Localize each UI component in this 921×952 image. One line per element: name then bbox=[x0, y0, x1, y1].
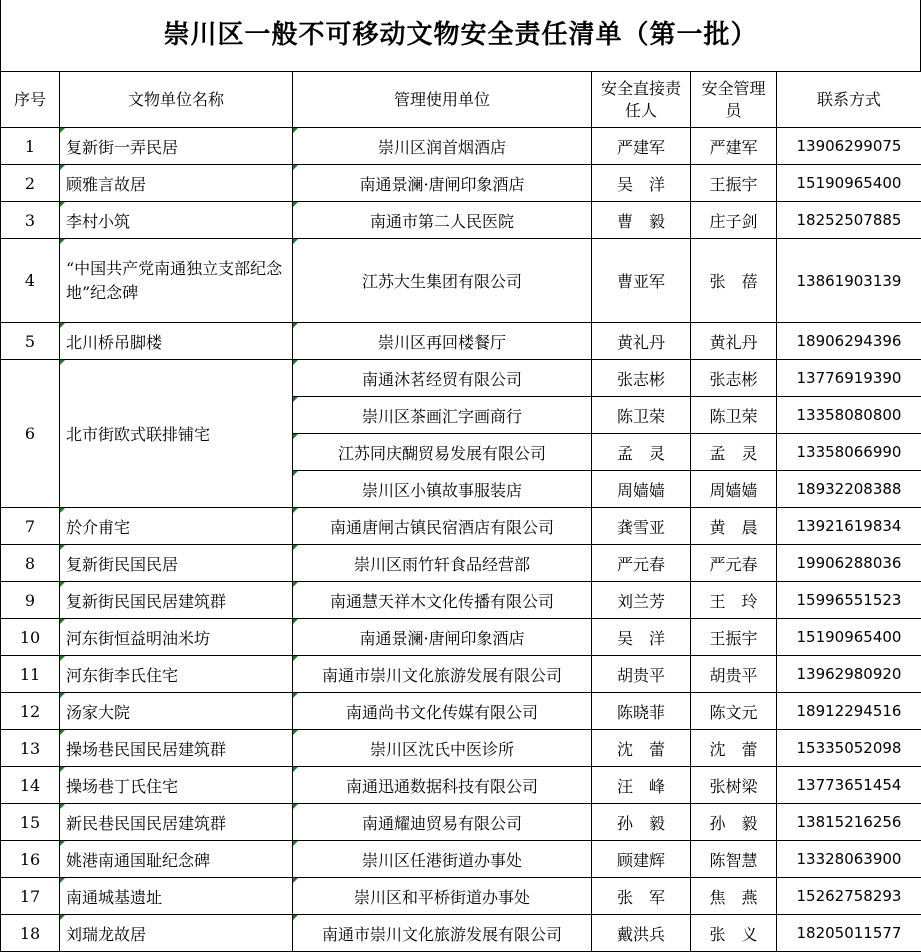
table-row bbox=[1, 323, 921, 360]
safety-manager-cell: 焦 燕 bbox=[691, 878, 777, 915]
relic-name-cell: “中国共产党南通独立支部纪念地”纪念碑 bbox=[60, 239, 293, 323]
seq-cell: 5 bbox=[1, 323, 60, 360]
phone-cell: 13773651454 bbox=[777, 767, 921, 804]
phone-cell: 13358080800 bbox=[777, 397, 921, 434]
safety-manager-cell: 张志彬 bbox=[691, 360, 777, 397]
table-row bbox=[1, 730, 921, 767]
table-row bbox=[1, 804, 921, 841]
management-unit-cell: 江苏同庆醐贸易发展有限公司 bbox=[293, 434, 592, 471]
phone-cell: 18932208388 bbox=[777, 471, 921, 508]
responsible-person-cell: 胡贵平 bbox=[592, 656, 691, 693]
seq-cell: 8 bbox=[1, 545, 60, 582]
management-unit-cell: 南通市崇川文化旅游发展有限公司 bbox=[293, 656, 592, 693]
relic-name-cell: 於介甫宅 bbox=[60, 508, 293, 545]
table-row bbox=[1, 239, 921, 323]
management-unit-cell: 南通迅通数据科技有限公司 bbox=[293, 767, 592, 804]
relic-name-cell: 汤家大院 bbox=[60, 693, 293, 730]
safety-manager-cell: 陈文元 bbox=[691, 693, 777, 730]
header-row bbox=[1, 72, 921, 128]
table-row bbox=[1, 656, 921, 693]
safety-manager-cell: 陈智慧 bbox=[691, 841, 777, 878]
safety-manager-cell: 周嫱嫱 bbox=[691, 471, 777, 508]
safety-manager-cell: 严元春 bbox=[691, 545, 777, 582]
safety-manager-cell: 王 玲 bbox=[691, 582, 777, 619]
seq-cell: 2 bbox=[1, 165, 60, 202]
safety-manager-cell: 沈 蕾 bbox=[691, 730, 777, 767]
safety-manager-cell: 王振宇 bbox=[691, 619, 777, 656]
phone-cell: 13328063900 bbox=[777, 841, 921, 878]
phone-cell: 18906294396 bbox=[777, 323, 921, 360]
responsible-person-cell: 汪 峰 bbox=[592, 767, 691, 804]
table-row bbox=[1, 619, 921, 656]
relic-name-cell: 顾雅言故居 bbox=[60, 165, 293, 202]
management-unit-cell: 南通唐闸古镇民宿酒店有限公司 bbox=[293, 508, 592, 545]
relic-name-cell: 北市街欧式联排铺宅 bbox=[60, 360, 293, 508]
management-unit-cell: 崇川区茶画汇字画商行 bbox=[293, 397, 592, 434]
table-row bbox=[1, 360, 921, 397]
responsible-person-cell: 龚雪亚 bbox=[592, 508, 691, 545]
table-row bbox=[1, 582, 921, 619]
phone-cell: 13861903139 bbox=[777, 239, 921, 323]
seq-cell: 13 bbox=[1, 730, 60, 767]
responsible-person-cell: 周嫱嫱 bbox=[592, 471, 691, 508]
table-row bbox=[1, 508, 921, 545]
relic-name-cell: 河东街李氏住宅 bbox=[60, 656, 293, 693]
header-name: 文物单位名称 bbox=[60, 72, 293, 128]
table-row bbox=[1, 878, 921, 915]
seq-cell: 9 bbox=[1, 582, 60, 619]
phone-cell: 13776919390 bbox=[777, 360, 921, 397]
seq-cell: 4 bbox=[1, 239, 60, 323]
seq-cell: 15 bbox=[1, 804, 60, 841]
safety-manager-cell: 孙 毅 bbox=[691, 804, 777, 841]
seq-cell: 10 bbox=[1, 619, 60, 656]
table-body bbox=[1, 128, 921, 952]
relic-name-cell: 复新街一弄民居 bbox=[60, 128, 293, 165]
management-unit-cell: 崇川区雨竹轩食品经营部 bbox=[293, 545, 592, 582]
seq-cell: 14 bbox=[1, 767, 60, 804]
header-seq: 序号 bbox=[1, 72, 60, 128]
phone-cell: 15335052098 bbox=[777, 730, 921, 767]
table-row bbox=[1, 693, 921, 730]
responsible-person-cell: 孟 灵 bbox=[592, 434, 691, 471]
management-unit-cell: 崇川区和平桥街道办事处 bbox=[293, 878, 592, 915]
management-unit-cell: 崇川区再回楼餐厅 bbox=[293, 323, 592, 360]
management-unit-cell: 南通景澜·唐闸印象酒店 bbox=[293, 619, 592, 656]
relic-name-cell: 操场巷民国民居建筑群 bbox=[60, 730, 293, 767]
safety-manager-cell: 张 蓓 bbox=[691, 239, 777, 323]
safety-manager-cell: 张树梁 bbox=[691, 767, 777, 804]
seq-cell: 16 bbox=[1, 841, 60, 878]
relic-name-cell: 姚港南通国耻纪念碑 bbox=[60, 841, 293, 878]
header-resp: 安全直接责任人 bbox=[592, 72, 691, 128]
relic-name-cell: 操场巷丁氏住宅 bbox=[60, 767, 293, 804]
header-mgr: 安全管理员 bbox=[691, 72, 777, 128]
responsible-person-cell: 孙 毅 bbox=[592, 804, 691, 841]
relic-name-cell: 河东街恒益明油米坊 bbox=[60, 619, 293, 656]
safety-manager-cell: 黄 晨 bbox=[691, 508, 777, 545]
phone-cell: 15190965400 bbox=[777, 619, 921, 656]
phone-cell: 19906288036 bbox=[777, 545, 921, 582]
management-unit-cell: 南通慧天祥木文化传播有限公司 bbox=[293, 582, 592, 619]
management-unit-cell: 崇川区小镇故事服装店 bbox=[293, 471, 592, 508]
responsible-person-cell: 黄礼丹 bbox=[592, 323, 691, 360]
relic-name-cell: 新民巷民国民居建筑群 bbox=[60, 804, 293, 841]
responsible-person-cell: 陈晓菲 bbox=[592, 693, 691, 730]
phone-cell: 13815216256 bbox=[777, 804, 921, 841]
seq-cell: 3 bbox=[1, 202, 60, 239]
phone-cell: 18205011577 bbox=[777, 915, 921, 952]
management-unit-cell: 南通尚书文化传媒有限公司 bbox=[293, 693, 592, 730]
responsible-person-cell: 吴 洋 bbox=[592, 619, 691, 656]
phone-cell: 18912294516 bbox=[777, 693, 921, 730]
responsible-person-cell: 沈 蕾 bbox=[592, 730, 691, 767]
relic-name-cell: 南通城基遗址 bbox=[60, 878, 293, 915]
responsible-person-cell: 陈卫荣 bbox=[592, 397, 691, 434]
relic-name-cell: 复新街民国民居 bbox=[60, 545, 293, 582]
responsibility-table bbox=[0, 71, 921, 952]
header-phone: 联系方式 bbox=[777, 72, 921, 128]
table-row bbox=[1, 545, 921, 582]
seq-cell: 6 bbox=[1, 360, 60, 508]
responsible-person-cell: 严建军 bbox=[592, 128, 691, 165]
seq-cell: 11 bbox=[1, 656, 60, 693]
phone-cell: 13358066990 bbox=[777, 434, 921, 471]
management-unit-cell: 江苏大生集团有限公司 bbox=[293, 239, 592, 323]
relic-name-cell: 北川桥吊脚楼 bbox=[60, 323, 293, 360]
relic-name-cell: 刘瑞龙故居 bbox=[60, 915, 293, 952]
management-unit-cell: 南通景澜·唐闸印象酒店 bbox=[293, 165, 592, 202]
management-unit-cell: 崇川区任港街道办事处 bbox=[293, 841, 592, 878]
management-unit-cell: 南通沐茗经贸有限公司 bbox=[293, 360, 592, 397]
table-row bbox=[1, 165, 921, 202]
phone-cell: 18252507885 bbox=[777, 202, 921, 239]
management-unit-cell: 南通市第二人民医院 bbox=[293, 202, 592, 239]
phone-cell: 15262758293 bbox=[777, 878, 921, 915]
management-unit-cell: 崇川区润首烟酒店 bbox=[293, 128, 592, 165]
table-row bbox=[1, 767, 921, 804]
responsible-person-cell: 曹 毅 bbox=[592, 202, 691, 239]
safety-manager-cell: 陈卫荣 bbox=[691, 397, 777, 434]
management-unit-cell: 南通耀迪贸易有限公司 bbox=[293, 804, 592, 841]
table-row bbox=[1, 915, 921, 952]
table-row bbox=[1, 128, 921, 165]
relic-name-cell: 复新街民国民居建筑群 bbox=[60, 582, 293, 619]
phone-cell: 13962980920 bbox=[777, 656, 921, 693]
header-unit: 管理使用单位 bbox=[293, 72, 592, 128]
table-row bbox=[1, 202, 921, 239]
seq-cell: 7 bbox=[1, 508, 60, 545]
responsible-person-cell: 张 军 bbox=[592, 878, 691, 915]
safety-manager-cell: 张 义 bbox=[691, 915, 777, 952]
management-unit-cell: 崇川区沈氏中医诊所 bbox=[293, 730, 592, 767]
safety-manager-cell: 孟 灵 bbox=[691, 434, 777, 471]
safety-manager-cell: 庄子剑 bbox=[691, 202, 777, 239]
responsible-person-cell: 顾建辉 bbox=[592, 841, 691, 878]
seq-cell: 12 bbox=[1, 693, 60, 730]
relic-name-cell: 李村小筑 bbox=[60, 202, 293, 239]
document-title: 崇川区一般不可移动文物安全责任清单（第一批） bbox=[0, 0, 921, 71]
responsible-person-cell: 吴 洋 bbox=[592, 165, 691, 202]
responsible-person-cell: 张志彬 bbox=[592, 360, 691, 397]
table-row bbox=[1, 841, 921, 878]
safety-manager-cell: 王振宇 bbox=[691, 165, 777, 202]
seq-cell: 17 bbox=[1, 878, 60, 915]
safety-manager-cell: 胡贵平 bbox=[691, 656, 777, 693]
safety-manager-cell: 黄礼丹 bbox=[691, 323, 777, 360]
phone-cell: 15996551523 bbox=[777, 582, 921, 619]
responsible-person-cell: 曹亚军 bbox=[592, 239, 691, 323]
seq-cell: 1 bbox=[1, 128, 60, 165]
phone-cell: 13906299075 bbox=[777, 128, 921, 165]
management-unit-cell: 南通市崇川文化旅游发展有限公司 bbox=[293, 915, 592, 952]
responsible-person-cell: 严元春 bbox=[592, 545, 691, 582]
phone-cell: 13921619834 bbox=[777, 508, 921, 545]
responsible-person-cell: 刘兰芳 bbox=[592, 582, 691, 619]
responsible-person-cell: 戴洪兵 bbox=[592, 915, 691, 952]
safety-manager-cell: 严建军 bbox=[691, 128, 777, 165]
phone-cell: 15190965400 bbox=[777, 165, 921, 202]
seq-cell: 18 bbox=[1, 915, 60, 952]
